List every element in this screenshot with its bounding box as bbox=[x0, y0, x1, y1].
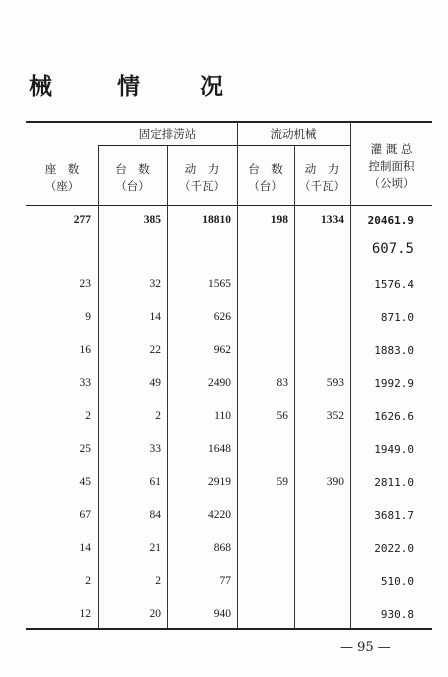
table-cell-area: 3681.7 bbox=[374, 509, 414, 522]
table-cell-seats: 16 bbox=[79, 344, 91, 356]
group-header-fixed-station: 固定排涝站 bbox=[138, 127, 197, 141]
table-cell-area: 2022.0 bbox=[374, 542, 414, 555]
table-cell-area: 1576.4 bbox=[374, 278, 414, 291]
column-header-mobile-units: 台 数 （台） bbox=[248, 162, 283, 193]
column-divider bbox=[350, 122, 351, 628]
table-cell-seats: 277 bbox=[73, 214, 91, 226]
column-divider bbox=[167, 146, 168, 628]
table-cell-area: 930.8 bbox=[380, 608, 414, 621]
table-cell-power: 18810 bbox=[202, 214, 231, 226]
table-cell-power: 2919 bbox=[208, 476, 231, 488]
table-cell-power: 626 bbox=[213, 311, 231, 323]
table-cell-seats: 2 bbox=[85, 575, 91, 587]
table-cell-area: 20461.9 bbox=[367, 214, 414, 227]
table-cell-area: 607.5 bbox=[371, 241, 414, 257]
page-title-char-2: 情 bbox=[117, 73, 140, 100]
table-cell-units: 14 bbox=[149, 311, 161, 323]
column-header-seats: 座 数 （座） bbox=[44, 162, 80, 193]
table-cell-area: 871.0 bbox=[380, 311, 414, 324]
table-cell-units: 385 bbox=[143, 214, 161, 226]
table-cell-units: 49 bbox=[149, 377, 161, 389]
table-cell-m-power: 1334 bbox=[321, 214, 344, 226]
table-cell-power: 110 bbox=[214, 410, 231, 422]
table-cell-units: 61 bbox=[149, 476, 161, 488]
table-bottom-rule bbox=[26, 628, 432, 630]
table-cell-m-units: 56 bbox=[276, 410, 288, 422]
table-cell-area: 1992.9 bbox=[374, 377, 414, 390]
table-cell-power: 2490 bbox=[208, 377, 231, 389]
table-cell-power: 77 bbox=[219, 575, 231, 587]
table-cell-m-units: 59 bbox=[276, 476, 288, 488]
table-cell-power: 940 bbox=[213, 608, 231, 620]
page-number: — 95 — bbox=[340, 640, 391, 655]
table-cell-units: 21 bbox=[149, 542, 161, 554]
table-cell-m-units: 198 bbox=[270, 214, 288, 226]
table-cell-seats: 67 bbox=[79, 509, 91, 521]
table-cell-seats: 25 bbox=[79, 443, 91, 455]
table-cell-units: 20 bbox=[149, 608, 161, 620]
table-cell-units: 2 bbox=[155, 410, 161, 422]
table-cell-units: 22 bbox=[149, 344, 161, 356]
column-header-units: 台 数 （台） bbox=[115, 162, 150, 193]
table-cell-seats: 45 bbox=[79, 476, 91, 488]
column-divider bbox=[237, 122, 238, 628]
table-cell-area: 510.0 bbox=[380, 575, 414, 588]
table-cell-power: 1565 bbox=[208, 278, 231, 290]
table-cell-area: 1626.6 bbox=[374, 410, 414, 423]
table-cell-units: 32 bbox=[149, 278, 161, 290]
table-cell-seats: 2 bbox=[85, 410, 91, 422]
table-cell-seats: 14 bbox=[79, 542, 91, 554]
group-header-mobile-machinery: 流动机械 bbox=[270, 127, 317, 141]
group-header-irrigation-area: 灌 溉 总 控制面积 （公顷） bbox=[368, 142, 415, 190]
table-cell-seats: 33 bbox=[79, 377, 91, 389]
group-header-rule bbox=[98, 145, 350, 146]
page-title-char-3: 况 bbox=[200, 73, 223, 100]
table-cell-m-power: 352 bbox=[326, 410, 344, 422]
header-bottom-rule bbox=[26, 205, 432, 206]
table-cell-seats: 23 bbox=[79, 278, 91, 290]
column-header-power: 动 力 （千瓦） bbox=[179, 162, 225, 193]
column-divider bbox=[98, 146, 99, 628]
table-top-rule bbox=[26, 121, 432, 123]
table-cell-m-units: 83 bbox=[276, 377, 288, 389]
column-header-mobile-power: 动 力 （千瓦） bbox=[299, 162, 345, 193]
table-cell-units: 33 bbox=[149, 443, 161, 455]
table-cell-power: 868 bbox=[213, 542, 231, 554]
table-cell-seats: 12 bbox=[79, 608, 91, 620]
table-cell-area: 1883.0 bbox=[374, 344, 414, 357]
table-cell-m-power: 390 bbox=[326, 476, 344, 488]
table-cell-power: 4220 bbox=[208, 509, 231, 521]
page-title-char-1: 械 bbox=[29, 73, 52, 100]
table-cell-seats: 9 bbox=[85, 311, 91, 323]
table-cell-area: 1949.0 bbox=[374, 443, 414, 456]
table-cell-units: 84 bbox=[149, 509, 161, 521]
table-cell-m-power: 593 bbox=[326, 377, 344, 389]
table-cell-power: 962 bbox=[213, 344, 231, 356]
table-cell-power: 1648 bbox=[208, 443, 231, 455]
table-cell-area: 2811.0 bbox=[374, 476, 414, 489]
table-cell-units: 2 bbox=[155, 575, 161, 587]
